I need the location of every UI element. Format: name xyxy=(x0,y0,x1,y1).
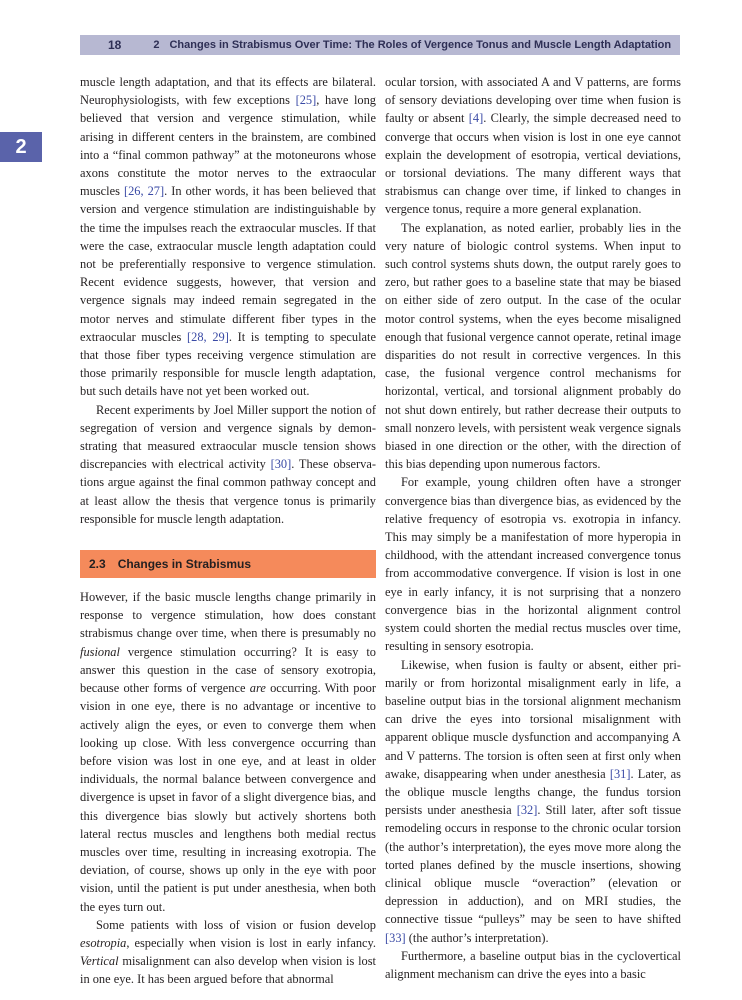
text: occurring. With poor vision in one eye, there is no advantage or incentive to actively align the eyes, or even to converge them when looking up close. With less convergence occurring than before vision was lost in one eye, and at least in older individuals, the normal balance between convergence and divergence is upset in favor of a slight divergence bias, and this divergence bias slowly but actively shortens both lateral rectus muscles and lengthens both medial rectus muscles over time, resulting in increasing exotropia. The deviation, of course, shows up only in the eye with poor vision, until the patient is put under anesthesia, when both the eyes turn out. xyxy=(80,681,376,914)
citation-link[interactable]: [26, 27] xyxy=(123,184,165,199)
paragraph xyxy=(80,401,376,528)
chapter-side-tab: 2 xyxy=(0,132,42,162)
running-header xyxy=(80,35,680,55)
section-number: 2.3 xyxy=(89,556,106,571)
paragraph xyxy=(385,73,681,219)
chapter-title: Changes in Strabismus Over Time: The Roles of Vergence Tonus and Muscle Length Adaptation xyxy=(169,39,672,51)
text: ocular torsion, with associated A and V patterns, are forms of sensory deviations developing over time when fusion is faulty or absent xyxy=(385,75,681,126)
citation-link[interactable]: [32] xyxy=(516,803,538,818)
citation-link[interactable]: [30] xyxy=(270,457,292,472)
paragraph xyxy=(80,916,376,989)
emphasis: are xyxy=(249,681,266,696)
text: misalignment can also develop when vision is lost in one eye. It has been argued before that abnormal xyxy=(80,954,376,987)
text: . In other words, it has been believed that version and vergence stimulation are indistinguishable by the time the impulses reach the extraocular muscles. If that were the case, extraocular muscle length adaptation could not be preferentially responsive to vergence stimulation. Recent evidence suggests, however, that version and vergence signals may indeed remain segregated in the motor nerves and stimulate different fiber types in the extraocular muscles xyxy=(80,184,376,344)
paragraph: The explanation, as noted earlier, probably lies in the very nature of biologic control systems. When input to such control systems shuts down, the output rarely goes to zero, but rather goes to a baseline state that may be biased on either side of zero output. In the case of the ocular motor control systems, when the eyes become misaligned enough that fusional vergence cannot operate, retinal image disparities do not result in corrective vergences. In this case, the fusional vergence control mechanisms for horizontal, vertical, and torsional alignment probably do not shut down entirely, but rather decrease their outputs to small nonzero levels, with persistent weak vergence signals biased in one direction or the other, with the direction of this bias depending upon numerous factors. xyxy=(385,220,681,472)
citation-link[interactable]: [4] xyxy=(468,111,484,126)
citation-link[interactable]: [28, 29] xyxy=(187,329,229,344)
citation-link[interactable]: [25] xyxy=(295,93,317,108)
right-column xyxy=(385,73,681,983)
section-heading xyxy=(80,550,376,578)
text: (the author’s interpretation). xyxy=(405,930,549,945)
text: muscle length adaptation, and that its effects are bilateral. Neurophysiologists, with few exceptions xyxy=(80,75,376,108)
text: , especially when vision is lost in early infancy. xyxy=(126,935,376,950)
text: Some patients with loss of vision or fusion develop xyxy=(96,917,376,932)
text: . Clearly, the simple decreased need to converge that occurs when vision is lost in one eye cannot explain the development of esotropia, vertical deviations, or torsional deviations. The many different ways that strabismus can change over time, if linked to changes in vergence tonus, require a more general explanation. xyxy=(385,111,681,217)
text: , have long believed that version and vergence stimulation, while arising in different centers in the brainstem, are combined into a “final common pathway” at the motoneurons whose axons constitute the motor nerves to the extraocular muscles xyxy=(80,93,377,199)
emphasis: fusional xyxy=(80,644,120,659)
paragraph xyxy=(385,656,681,947)
section-title: Changes in Strabismus xyxy=(117,556,252,571)
citation-link[interactable]: [33] xyxy=(385,930,406,945)
emphasis: Vertical xyxy=(80,954,119,969)
text: However, if the basic muscle lengths change primarily in response to vergence stimulation, how does constant strabismus change over time, when there is presumably no xyxy=(80,590,376,641)
paragraph: Furthermore, a baseline output bias in the cyclovertical alignment mechanism can drive the eyes into a basic xyxy=(385,948,681,981)
left-column xyxy=(80,73,376,989)
text: Likewise, when fusion is faulty or absent, either primarily or from horizontal misalignment early in life, a baseline output bias in the torsional alignment mechanism can drive the eyes into torsional misalignment with apparent oblique muscle dysfunction and accompanying A and V patterns. The torsion is often seen at first only when awake, disappearing when under anesthesia xyxy=(385,657,681,781)
text: . It is tempting to speculate that those fiber types receiving vergence stimulation are those primarily responsible for muscle length adaptation, but such details have not yet been worked out. xyxy=(80,329,376,399)
text: Recent experiments by Joel Miller support the notion of segregation of version and vergence signals by demonstrating that measured extraocular muscle tension shows discrepancies with electrical activity xyxy=(80,402,376,472)
chapter-number: 2 xyxy=(153,39,160,51)
page-number: 18 xyxy=(108,38,122,52)
paragraph: For example, young children often have a stronger convergence bias than divergence bias, as evidenced by the relative frequency of esotropia vs. exotropia in infancy. This may simply be a manifestation of more hyperopia in childhood, with the attendant increased convergence tonus from accommodative convergence. If vision is lost in one eye in early infancy, it is not surprising that a nonzero convergence bias in the horizontal alignment control system could shorten the medial rectus muscles over time, resulting in sensory esotropia. xyxy=(385,475,681,654)
text: . Still later, after soft tissue remodeling occurs in response to the chronic ocular torsion (the author’s interpretation), the eyes move more along the torted planes defined by the muscle insertions, showing clinical oblique muscle “overaction” (elevation or depression in adduction), and on MRI studies, the connective tissue “pulleys” may be seen to have shifted xyxy=(385,803,681,927)
paragraph xyxy=(80,588,376,916)
paragraph xyxy=(80,73,376,401)
citation-link[interactable]: [31] xyxy=(609,766,631,781)
text: . Later, as the oblique muscle lengths change, the fundus torsion persists under anesthesia xyxy=(385,766,681,818)
text: vergence stimulation occurring? It is easy to answer this question in the case of sensory exotropia, because other forms of vergence xyxy=(80,644,376,696)
text: . These observations argue against the final common pathway concept and at least allow the thesis that vergence tonus is primarily responsible for muscle length adaptation. xyxy=(80,457,376,526)
emphasis: esotropia xyxy=(80,935,127,950)
